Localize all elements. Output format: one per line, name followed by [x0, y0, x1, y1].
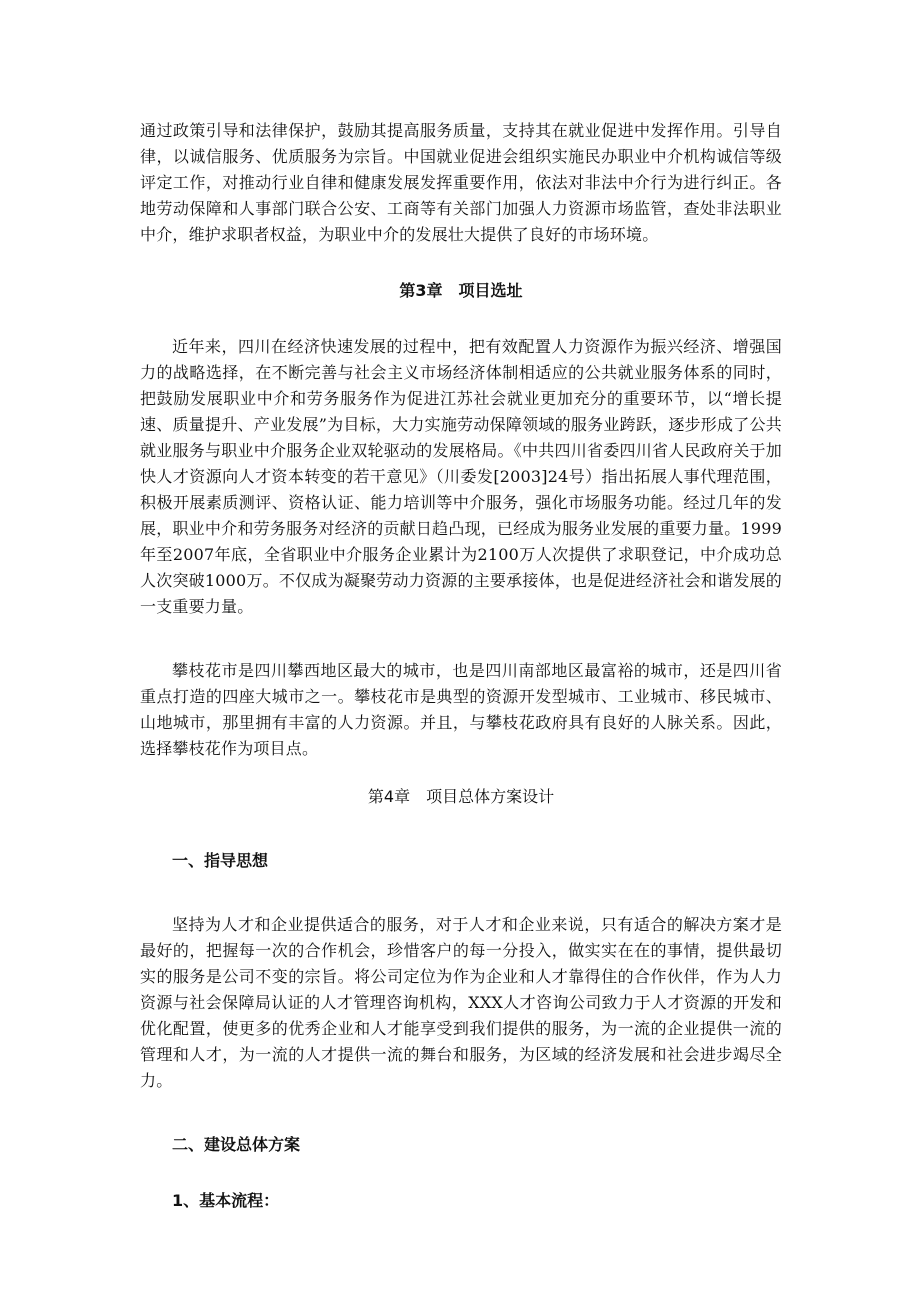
section-2-heading: 二、建设总体方案 [172, 1135, 301, 1154]
spacer [140, 248, 782, 278]
spacer [140, 620, 782, 658]
spacer [140, 810, 782, 848]
document-page [140, 118, 782, 1214]
spacer [140, 1158, 782, 1188]
chapter-3-paragraph-1: 近年来，四川在经济快速发展的过程中，把有效配置人力资源作为振兴经济、增强国力的战略选择，在不断完善与社会主义市场经济体制相适应的公共就业服务体系的同时，把鼓励发展职业中介和劳务服务作为促进江苏社会就业更加充分的重要环节，以“增长提速、质量提升、产业发展”为目标，大力实施劳动保障领域的服务业跨跃，逐步形成了公共就业服务与职业中介服务企业双轮驱动的发展格局。《中共四川省委四川省人民政府关于加快人才资源向人才资本转变的若干意见》（川委发[2003]24号）指出拓展人事代理范围，积极开展素质测评、资格认证、能力培训等中介服务，强化市场服务功能。经过几年的发展，职业中介和劳务服务对经济的贡献日趋凸现，已经成为服务业发展的重要力量。1999年至2007年底，全省职业中介服务企业累计为2100万人次提供了求职登记，中介成功总人次突破1000万。不仅成为凝聚劳动力资源的主要承接体，也是促进经济社会和谐发展的一支重要力量。 [140, 337, 782, 616]
chapter-3-paragraph-2: 攀枝花市是四川攀西地区最大的城市，也是四川南部地区最富裕的城市，还是四川省重点打造的四座大城市之一。攀枝花市是典型的资源开发型城市、工业城市、移民城市、山地城市，那里拥有丰富的人力资源。并且，与攀枝花政府具有良好的人脉关系。因此，选择攀枝花作为项目点。 [140, 661, 782, 758]
section-1-heading: 一、指导思想 [172, 851, 269, 870]
chapter-4-title: 第4章 项目总体方案设计 [367, 787, 555, 806]
spacer [140, 304, 782, 334]
spacer [140, 1094, 782, 1132]
spacer [140, 874, 782, 912]
section-1-paragraph: 坚持为人才和企业提供适合的服务，对于人才和企业来说，只有适合的解决方案才是最好的，把握每一次的合作机会，珍惜客户的每一分投入，做实实在在的事情，提供最切实的服务是公司不变的宗旨。将公司定位为作为企业和人才靠得住的合作伙伴，作为人力资源与社会保障局认证的人才管理咨询机构，XXX人才咨询公司致力于人才资源的开发和优化配置，使更多的优秀企业和人才能享受到我们提供的服务，为一流的企业提供一流的管理和人才，为一流的人才提供一流的舞台和服务，为区域的经济发展和社会进步竭尽全力。 [140, 915, 782, 1090]
chapter-3-title: 第3章 项目选址 [399, 281, 523, 300]
subsection-1-heading: 1、基本流程： [172, 1191, 280, 1210]
intro-paragraph: 通过政策引导和法律保护，鼓励其提高服务质量，支持其在就业促进中发挥作用。引导自律，以诚信服务、优质服务为宗旨。中国就业促进会组织实施民办职业中介机构诚信等级评定工作，对推动行业自律和健康发展发挥重要作用，依法对非法中介行为进行纠正。各地劳动保障和人事部门联合公安、工商等有关部门加强人力资源市场监管，查处非法职业中介，维护求职者权益，为职业中介的发展壮大提供了良好的市场环境。 [140, 121, 782, 244]
spacer [140, 762, 782, 784]
